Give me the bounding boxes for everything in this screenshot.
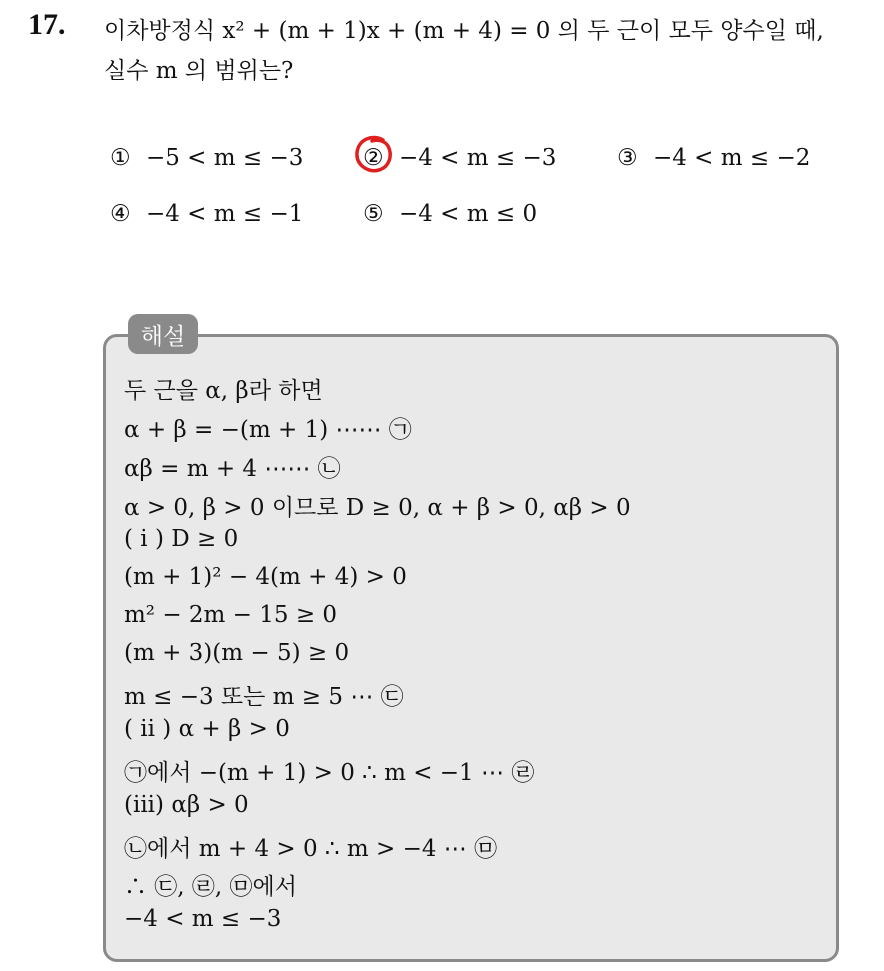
choice-label: ④ [110, 201, 131, 227]
choice-text: −5 < m ≤ −3 [145, 145, 304, 171]
solution-line: ∴ ㉢, ㉣, ㉤에서 [124, 874, 297, 900]
solution-line: ( i ) D ≥ 0 [124, 526, 239, 552]
choice-text: −4 < m ≤ 0 [398, 201, 538, 227]
choice-5[interactable] [363, 201, 537, 227]
solution-line: (m + 1)² − 4(m + 4) > 0 [124, 564, 407, 590]
choice-4[interactable] [110, 201, 303, 227]
choice-text: −4 < m ≤ −2 [652, 145, 811, 171]
solution-line: ( ii ) α + β > 0 [124, 716, 290, 742]
choice-label: ① [110, 145, 131, 171]
solution-line: (iii) αβ > 0 [124, 792, 249, 818]
solution-line: m² − 2m − 15 ≥ 0 [124, 602, 338, 628]
solution-line: 두 근을 α, β라 하면 [124, 378, 323, 404]
question-text-line-2: 실수 m 의 범위는? [104, 58, 294, 84]
choice-2[interactable] [363, 145, 556, 171]
solution-line: (m + 3)(m − 5) ≥ 0 [124, 640, 350, 666]
question-text-line-1: 이차방정식 x² + (m + 1)x + (m + 4) = 0 의 두 근이 모두 양수일 때, [104, 18, 824, 44]
choice-text: −4 < m ≤ −3 [398, 145, 557, 171]
solution-line: α > 0, β > 0 이므로 D ≥ 0, α + β > 0, αβ > 0 [124, 495, 631, 521]
choice-1[interactable] [110, 145, 303, 171]
solution-line: α + β = −(m + 1) ⋯⋯ ㉠ [124, 417, 412, 443]
choice-label: ② [363, 145, 384, 171]
choice-text: −4 < m ≤ −1 [145, 201, 304, 227]
question-number: 17. [28, 8, 66, 41]
solution-line: αβ = m + 4 ⋯⋯ ㉡ [124, 456, 341, 482]
choice-3[interactable] [617, 145, 810, 171]
choice-label: ⑤ [363, 201, 384, 227]
solution-tag: 해설 [128, 314, 198, 354]
solution-line: ㉡에서 m + 4 > 0 ∴ m > −4 ⋯ ㉤ [124, 836, 498, 862]
choice-label: ③ [617, 145, 638, 171]
solution-line: −4 < m ≤ −3 [124, 906, 282, 932]
solution-line: ㉠에서 −(m + 1) > 0 ∴ m < −1 ⋯ ㉣ [124, 760, 535, 786]
solution-line: m ≤ −3 또는 m ≥ 5 ⋯ ㉢ [124, 684, 404, 710]
